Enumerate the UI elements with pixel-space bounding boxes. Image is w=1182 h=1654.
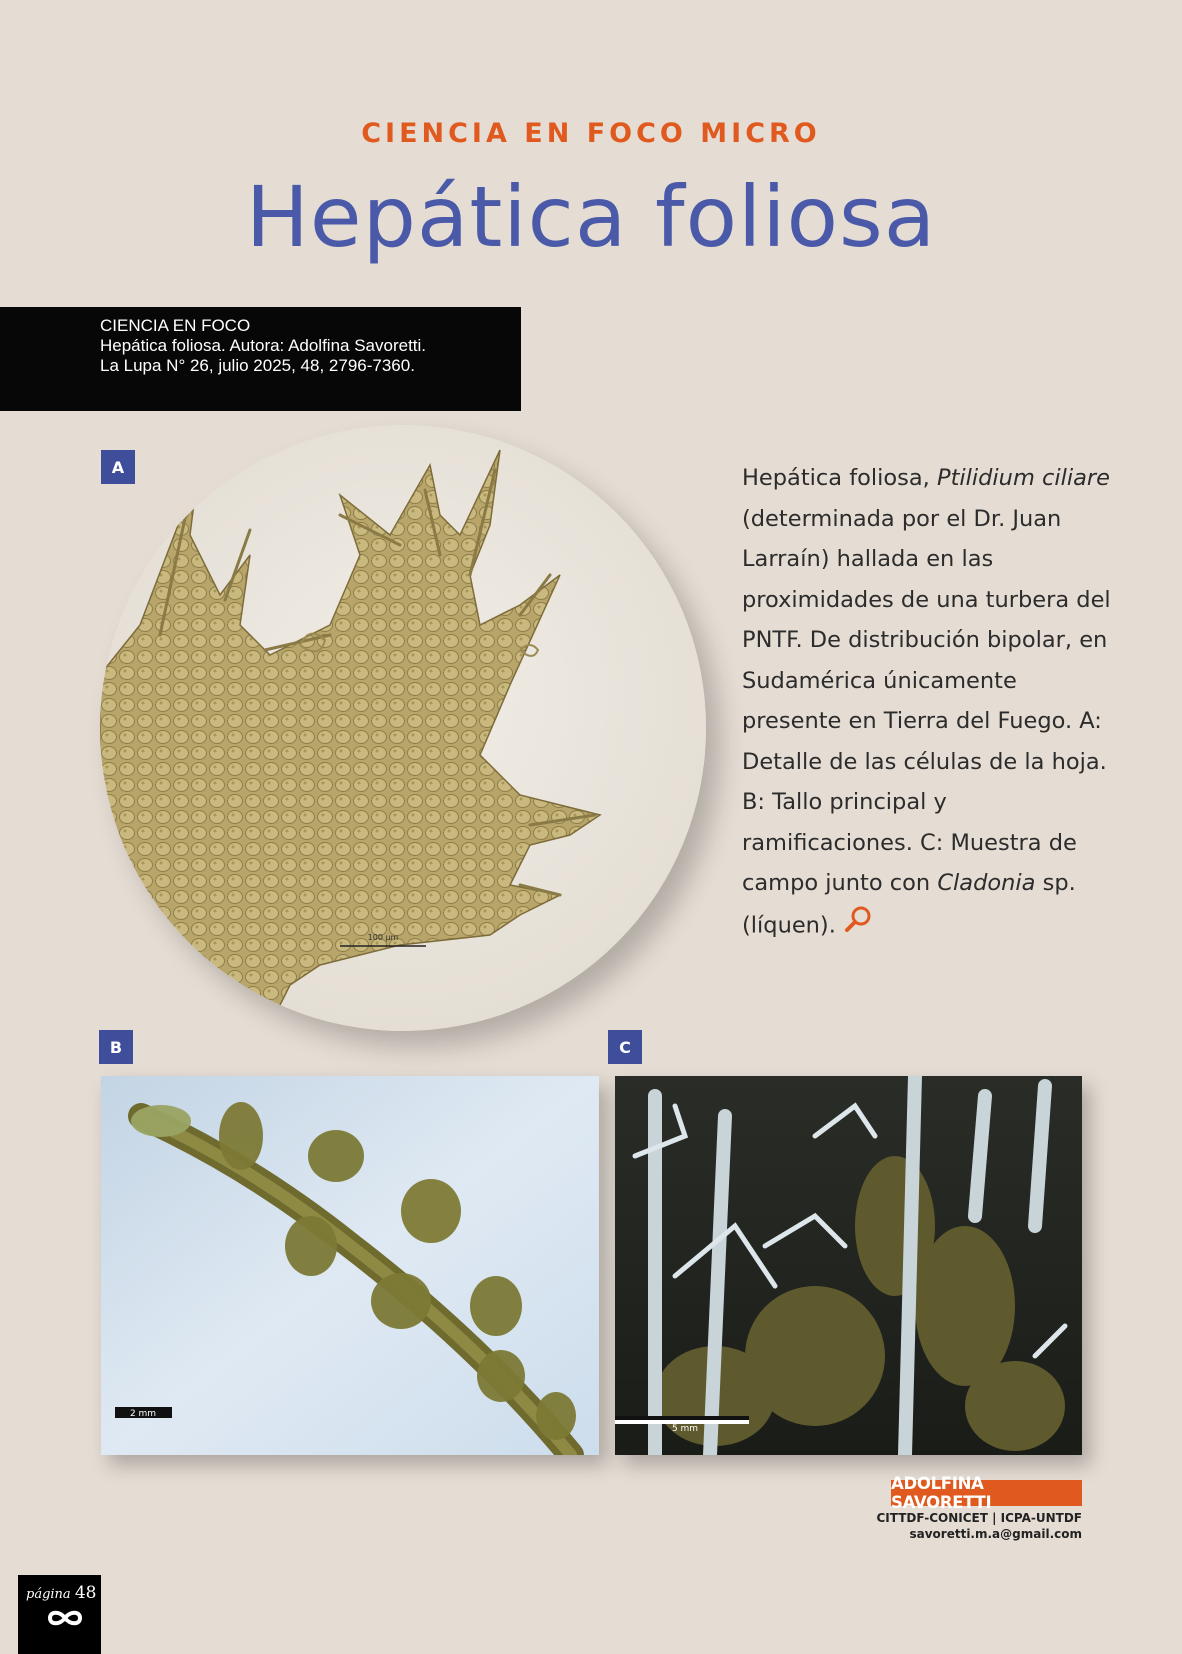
figure-caption — [742, 458, 1122, 947]
caption-text-3: sp. (líquen). — [742, 870, 1076, 938]
citation-line-2: Hepática foliosa. Autora: Adolfina Savoretti. — [100, 336, 427, 355]
author-name: ADOLFINA SAVORETTI — [891, 1480, 1082, 1506]
figure-b-photo — [101, 1076, 599, 1455]
figure-a-label: A — [101, 450, 135, 484]
citation-line-1: CIENCIA EN FOCO — [100, 316, 251, 335]
caption-scientific-name-1: Ptilidium ciliare — [937, 465, 1111, 491]
scale-label-b: 2 mm — [129, 1409, 157, 1419]
infinity-icon — [44, 1609, 86, 1627]
micrograph-image — [100, 425, 706, 1031]
author-affiliation-block — [877, 1510, 1083, 1542]
author-affiliation: CITTDF-CONICET | ICPA-UNTDF — [876, 1511, 1082, 1525]
page-title: Hepática foliosa — [245, 168, 937, 266]
stem-photo-image — [101, 1076, 599, 1455]
author-email[interactable]: savoretti.m.a@gmail.com — [909, 1527, 1082, 1541]
page-number-box — [18, 1575, 101, 1654]
citation-line-3: La Lupa N° 26, julio 2025, 48, 2796-7360. — [100, 356, 415, 375]
caption-scientific-name-2: Cladonia — [937, 870, 1036, 896]
page-number: 48 — [74, 1583, 97, 1603]
caption-text-2: (determinada por el Dr. Juan Larraín) hallada en las proximidades de una turbera del PNTF. De distribución bipolar, en Sudamérica únicamente presente en Tierra del Fuego. A: Detalle de las células de la hoja. B: Tallo principal y ramificaciones. C: Muestra de campo junto con — [742, 505, 1111, 896]
section-kicker: CIENCIA EN FOCO MICRO — [361, 118, 821, 149]
scale-label-a: 100 µm — [367, 933, 399, 942]
figure-c-photo — [615, 1076, 1082, 1455]
caption-text-1: Hepática foliosa, — [742, 465, 937, 491]
field-sample-image — [615, 1076, 1082, 1455]
figure-a-micrograph — [100, 425, 706, 1031]
magnifier-icon[interactable] — [843, 904, 873, 948]
scale-label-c: 5 mm — [671, 1424, 699, 1434]
citation-box — [0, 307, 521, 411]
figure-c-label: C — [608, 1030, 642, 1064]
figure-b-label: B — [99, 1030, 133, 1064]
page-label: página — [26, 1587, 71, 1602]
